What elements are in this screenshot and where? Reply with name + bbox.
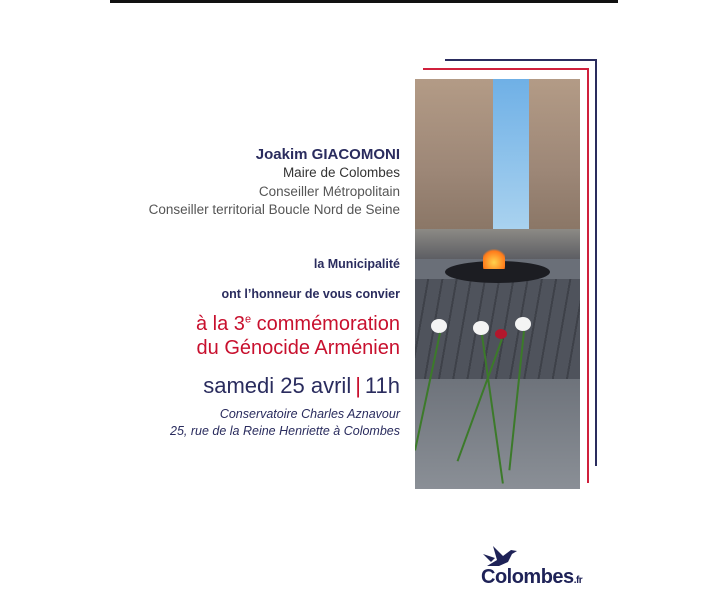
memorial-wall xyxy=(415,79,493,231)
eternal-flame xyxy=(483,247,505,269)
sky xyxy=(493,79,529,229)
ordinal-suffix: e xyxy=(244,313,252,326)
event-date xyxy=(203,373,400,399)
flower xyxy=(473,321,489,335)
host-title: Conseiller territorial Boucle Nord de Seine xyxy=(148,202,400,217)
flower xyxy=(495,329,507,339)
logo-name: Colombes xyxy=(481,566,574,588)
event-day: samedi 25 avril xyxy=(203,373,352,398)
venue-name: Conservatoire Charles Aznavour xyxy=(219,407,400,421)
logo-suffix: .fr xyxy=(573,575,583,586)
top-border xyxy=(110,0,618,3)
decorative-blue-line xyxy=(445,59,597,61)
event-time: 11h xyxy=(364,373,400,398)
memorial-wall xyxy=(529,79,580,231)
host-title: Maire de Colombes xyxy=(282,165,400,180)
flower xyxy=(515,317,531,331)
decorative-red-line xyxy=(587,68,589,483)
host-name: Joakim GIACOMONI xyxy=(255,146,400,163)
dove-logo-icon xyxy=(481,544,521,568)
flower xyxy=(431,319,447,333)
pavement xyxy=(415,379,580,489)
decorative-blue-line xyxy=(595,59,597,466)
co-host: la Municipalité xyxy=(313,257,400,271)
venue-address: 25, rue de la Reine Henriette à Colombes xyxy=(170,424,400,438)
decorative-red-line xyxy=(423,68,589,70)
host-title: Conseiller Métropolitain xyxy=(258,184,400,199)
colombes-logo xyxy=(481,566,582,589)
event-title-line1 xyxy=(196,313,400,336)
event-title-suffix: commémoration xyxy=(251,313,400,335)
date-separator: | xyxy=(355,373,361,398)
event-title-line2: du Génocide Arménien xyxy=(196,337,400,359)
invitation-text: ont l’honneur de vous convier xyxy=(221,287,400,301)
memorial-photo xyxy=(415,79,580,489)
event-title-prefix: à la 3 xyxy=(196,313,245,335)
